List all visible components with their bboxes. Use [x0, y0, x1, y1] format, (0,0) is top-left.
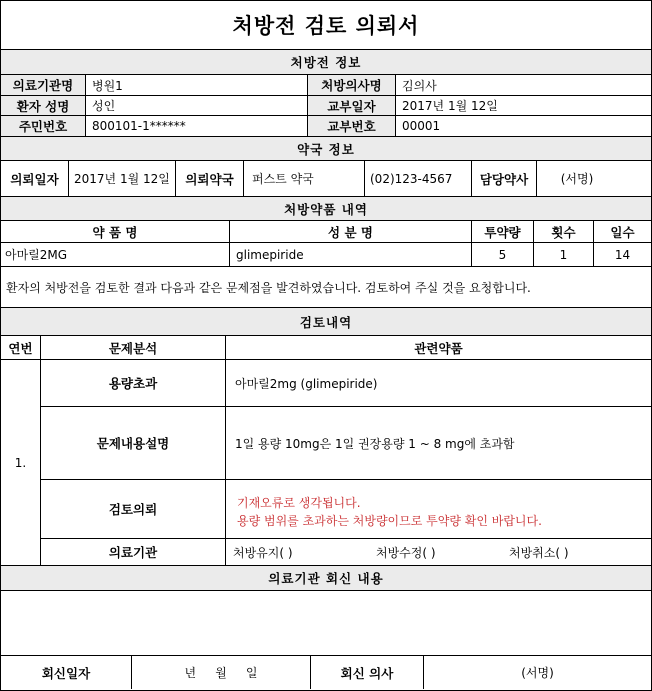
issue-date-value: 2017년 1월 12일 [402, 99, 498, 113]
review-notice: 환자의 처방전을 검토한 결과 다음과 같은 문제점을 발견하였습니다. 검토하여 주실 것을 요청합니다. [6, 280, 531, 295]
patient-name-value: 성인 [92, 99, 116, 113]
pharmacy-label: 의뢰약국 [185, 171, 234, 187]
section-review: 검토내역 [299, 314, 353, 330]
pharmacy-phone: (02)123-4567 [370, 171, 453, 186]
reply-doctor-signature[interactable]: (서명) [521, 666, 554, 680]
review-request-label: 검토의뢰 [108, 502, 158, 517]
problem-description-value: 1일 용량 10mg은 1일 권장용량 1 ~ 8 mg에 초과함 [235, 436, 515, 451]
section-drugs: 처방약품 내역 [284, 201, 368, 217]
drug-header-days: 일수 [610, 224, 635, 240]
rrn-label: 주민번호 [18, 119, 68, 134]
option-cancel-prescription[interactable]: 처방취소( ) [509, 545, 569, 560]
issue-number-value: 00001 [402, 119, 441, 133]
drug-header-times: 횟수 [551, 224, 576, 240]
drug-header-dose: 투약량 [484, 224, 521, 240]
drug-row-times: 1 [559, 247, 568, 262]
overdose-value: 아마릴2mg (glimepiride) [235, 376, 378, 391]
problem-description-label: 문제내용설명 [96, 436, 170, 451]
review-header-number: 연번 [8, 340, 33, 356]
option-keep-prescription[interactable]: 처방유지( ) [233, 545, 293, 560]
request-date-value: 2017년 1월 12일 [74, 172, 170, 186]
section-pharmacy-info: 약국 정보 [297, 141, 355, 157]
reply-date-value[interactable]: 년 월 일 [184, 666, 258, 680]
review-request-line1: 기재오류로 생각됩니다. [237, 496, 361, 510]
patient-name-label: 환자 성명 [16, 98, 70, 114]
drug-row-name: 아마릴2MG [5, 248, 68, 262]
drug-row-dose: 5 [498, 247, 507, 262]
review-request-line2: 용량 범위를 초과하는 처방량이므로 투약량 확인 바랍니다. [237, 514, 542, 528]
doctor-value: 김의사 [402, 78, 437, 93]
section-reply: 의료기관 회신 내용 [268, 571, 384, 586]
reply-doctor-label: 회신 의사 [340, 665, 394, 681]
doctor-label: 처방의사명 [321, 78, 382, 93]
institution-label: 의료기관명 [12, 78, 74, 93]
drug-header-ingredient: 성 분 명 [328, 224, 373, 240]
institution-response-label: 의료기관 [108, 545, 158, 560]
institution-value: 병원1 [92, 78, 123, 93]
pharmacist-label: 담당약사 [479, 171, 529, 187]
reply-date-label: 회신일자 [41, 665, 91, 681]
review-number: 1. [14, 455, 27, 470]
drug-row-days: 14 [614, 247, 631, 262]
section-prescription-info: 처방전 정보 [290, 55, 362, 70]
page-title: 처방전 검토 의뢰서 [232, 14, 420, 38]
pharmacist-signature: (서명) [560, 172, 594, 186]
review-header-related-drug: 관련약품 [414, 340, 463, 356]
reply-content-area[interactable] [1, 591, 651, 655]
review-header-analysis: 문제분석 [108, 340, 158, 356]
request-date-label: 의뢰일자 [10, 171, 59, 187]
rrn-value: 800101-1****** [92, 119, 186, 133]
issue-number-label: 교부번호 [327, 119, 376, 134]
pharmacy-value: 퍼스트 약국 [252, 172, 314, 186]
drug-header-name: 약 품 명 [92, 224, 138, 240]
option-modify-prescription[interactable]: 처방수정( ) [376, 545, 436, 560]
overdose-label: 용량초과 [108, 376, 158, 391]
issue-date-label: 교부일자 [327, 98, 376, 114]
drug-row-ingredient: glimepiride [236, 247, 304, 262]
